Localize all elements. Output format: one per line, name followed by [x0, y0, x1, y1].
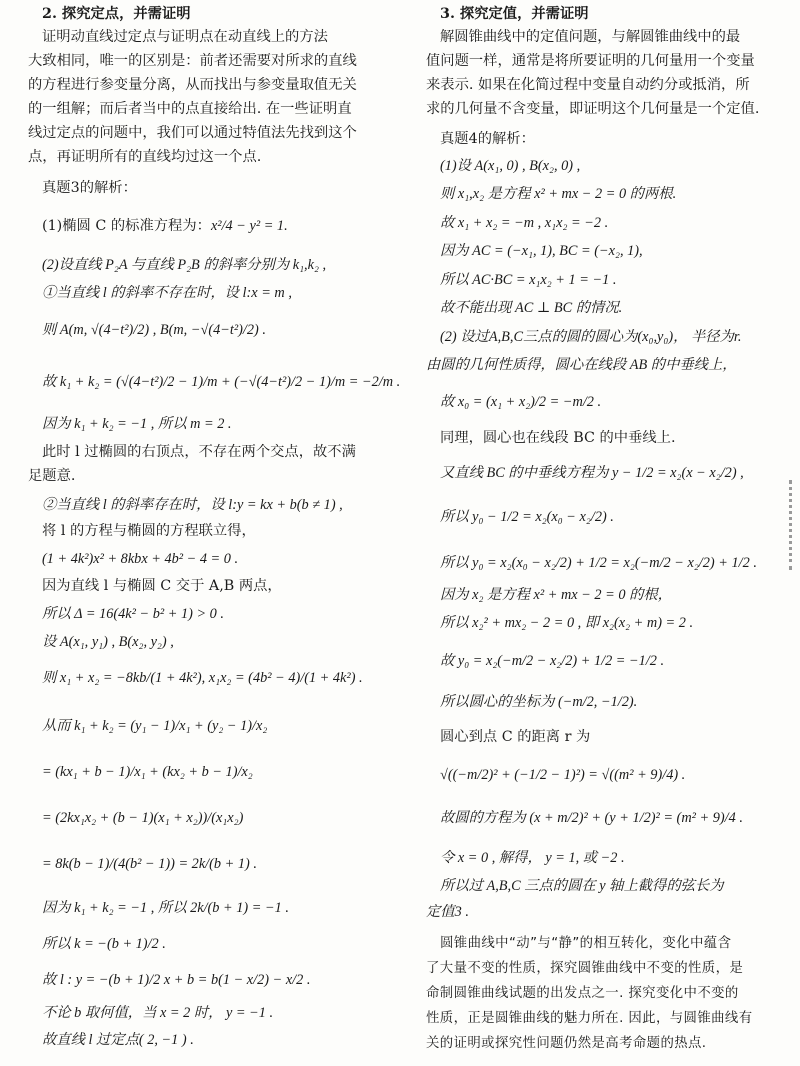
equation-line: (2) 设过A,B,C三点的圆的圆心为(x₀,y₀)， 半径为r.	[440, 329, 742, 345]
equation: x²/4 − y² = 1.	[210, 218, 288, 234]
page-edge-binding-mark	[789, 480, 798, 570]
paragraph-line: 线过定点的问题中，我们可以通过特值法先找到这个	[28, 125, 357, 141]
equation-line: 所以 AC·BC = x₁x₂ + 1 = −1 .	[440, 272, 617, 288]
equation-label: (1)椭圆 C 的标准方程为：	[42, 218, 211, 234]
paragraph-line: 大致相同，唯一的区别是：前者还需要对所求的直线	[28, 53, 357, 69]
equation-line: (2)设直线 P₂A 与直线 P₂B 的斜率分别为 k₁,k₂ ,	[42, 257, 327, 273]
equation-line: 所以圆心的坐标为 (−m/2, −1/2).	[440, 694, 638, 710]
paragraph-line: 求的几何量不含变量，即证明这个几何量是一个定值.	[426, 101, 760, 117]
equation-line: = (kx₁ + b − 1)/x₁ + (kx₂ + b − 1)/x₂	[42, 764, 253, 780]
section-heading: 3. 探究定值，并需证明	[440, 6, 589, 22]
equation-line: (1 + 4k²)x² + 8kbx + 4b² − 4 = 0 .	[42, 551, 239, 567]
equation-line: 令 x = 0 , 解得， y = 1, 或 −2 .	[440, 850, 625, 866]
equation-line: 故不能出现 AC ⊥ BC 的情况.	[440, 300, 623, 316]
solution-title: 真题4的解析：	[440, 131, 535, 147]
equation-line: 不论 b 取何值，当 x = 2 时， y = −1 .	[42, 1005, 274, 1021]
summary-line: 关的证明或探究性问题仍然是高考命题的热点.	[426, 1036, 707, 1051]
equation-line: 由圆的几何性质得，圆心在线段 AB 的中垂线上，	[426, 357, 737, 373]
equation-line: 则 x₁ + x₂ = −8kb/(1 + 4k²), x₁x₂ = (4b² − 4)/(1 + 4k²) .	[42, 670, 363, 686]
equation-line: 所以 y₀ = x₂(x₀ − x₂/2) + 1/2 = x₂(−m/2 − x₂/2) + 1/2 .	[440, 555, 757, 571]
section-heading: 2. 探究定点，并需证明	[42, 6, 191, 22]
equation-line: 故圆的方程为 (x + m/2)² + (y + 1/2)² = (m² + 9)/4 .	[440, 810, 743, 826]
equation-line: ②当直线 l 的斜率存在时，设 l:y = kx + b(b ≠ 1) ,	[42, 497, 343, 513]
equation-line: 因为 k₁ + k₂ = −1 , 所以 m = 2 .	[42, 416, 232, 432]
summary-line: 了大量不变的性质，探究圆锥曲线中不变的性质，是	[426, 961, 744, 976]
equation-line: 所以 y₀ − 1/2 = x₂(x₀ − x₂/2) .	[440, 509, 614, 525]
paragraph-line: 足题意.	[28, 468, 76, 484]
equation-line: ①当直线 l 的斜率不存在时，设 l:x = m ,	[42, 285, 292, 301]
equation-line: 则 A(m, √(4−t²)/2) , B(m, −√(4−t²)/2) .	[42, 322, 266, 338]
summary-line: 圆锥曲线中“动”与“静”的相互转化，变化中蕴含	[440, 936, 732, 951]
equation-line: 所以 x₂² + mx₂ − 2 = 0 , 即 x₂(x₂ + m) = 2 .	[440, 615, 694, 631]
equation-line: 定值3 .	[426, 904, 469, 920]
equation-line: 故 l : y = −(b + 1)/2 x + b = b(1 − x/2) − x/2 .	[42, 972, 311, 988]
paragraph-line: 来表示. 如果在化简过程中变量自动约分或抵消，所	[426, 77, 750, 93]
solution-title: 真题3的解析：	[42, 180, 137, 196]
paragraph-line: 此时 l 过椭圆的右顶点，不存在两个交点，故不满	[42, 444, 356, 460]
paragraph-line: 将 l 的方程与椭圆的方程联立得，	[42, 523, 256, 539]
summary-line: 命制圆锥曲线试题的出发点之一. 探究变化中不变的	[426, 986, 739, 1001]
equation-line: (1)设 A(x₁, 0) , B(x₂, 0) ,	[440, 158, 581, 174]
summary-line: 性质，正是圆锥曲线的魅力所在. 因此，与圆锥曲线有	[426, 1011, 753, 1026]
equation-line: 设 A(x₁, y₁) , B(x₂, y₂) ,	[42, 634, 174, 650]
paragraph-line: 圆心到点 C 的距离 r 为	[440, 729, 591, 745]
paragraph-line: 点，再证明所有的直线均过这一个点.	[28, 149, 262, 165]
equation-line: = (2kx₁x₂ + (b − 1)(x₁ + x₂))/(x₁x₂)	[42, 810, 244, 826]
equation-line: 所以 Δ = 16(4k² − b² + 1) > 0 .	[42, 606, 224, 622]
equation-line: √((−m/2)² + (−1/2 − 1)²) = √((m² + 9)/4) .	[440, 767, 686, 783]
equation-line: 故 y₀ = x₂(−m/2 − x₂/2) + 1/2 = −1/2 .	[440, 653, 665, 669]
equation-line: 因为 AC = (−x₁, 1), BC = (−x₂, 1),	[440, 243, 643, 259]
equation-line: 又直线 BC 的中垂线方程为 y − 1/2 = x₂(x − x₂/2) ,	[440, 465, 744, 481]
equation-line: 故 x₀ = (x₁ + x₂)/2 = −m/2 .	[440, 394, 602, 410]
equation-line: 所以 k = −(b + 1)/2 .	[42, 936, 166, 952]
equation-line: 故 k₁ + k₂ = (√(4−t²)/2 − 1)/m + (−√(4−t²)/2 − 1)/m = −2/m .	[42, 374, 401, 390]
paragraph-line: 证明动直线过定点与证明点在动直线上的方法	[42, 29, 328, 45]
equation-line: 从而 k₁ + k₂ = (y₁ − 1)/x₁ + (y₂ − 1)/x₂	[42, 718, 268, 734]
paragraph-line: 因为直线 l 与椭圆 C 交于 A,B 两点，	[42, 578, 282, 594]
equation-line: 所以过 A,B,C 三点的圆在 y 轴上截得的弦长为	[440, 878, 724, 894]
paragraph-line: 值问题一样，通常是将所要证明的几何量用一个变量	[426, 53, 755, 69]
paragraph-line: 同理，圆心也在线段 BC 的中垂线上.	[440, 430, 676, 446]
equation-line: = 8k(b − 1)/(4(b² − 1)) = 2k/(b + 1) .	[42, 856, 257, 872]
equation-line: 因为 k₁ + k₂ = −1 , 所以 2k/(b + 1) = −1 .	[42, 900, 289, 916]
paragraph-line: 解圆锥曲线中的定值问题，与解圆锥曲线中的最	[440, 29, 741, 45]
equation-line: 故 x₁ + x₂ = −m , x₁x₂ = −2 .	[440, 215, 609, 231]
equation-line	[28, 216, 390, 236]
paragraph-line: 的方程进行参变量分离，从而找出与参变量取值无关	[28, 77, 357, 93]
equation-line: 则 x₁,x₂ 是方程 x² + mx − 2 = 0 的两根.	[440, 186, 677, 202]
paragraph-line: 的一组解；而后者当中的点直接给出. 在一些证明直	[28, 101, 352, 117]
equation-line: 因为 x₂ 是方程 x² + mx − 2 = 0 的根，	[440, 587, 672, 603]
equation-line: 故直线 l 过定点( 2, −1 ) .	[42, 1032, 194, 1048]
